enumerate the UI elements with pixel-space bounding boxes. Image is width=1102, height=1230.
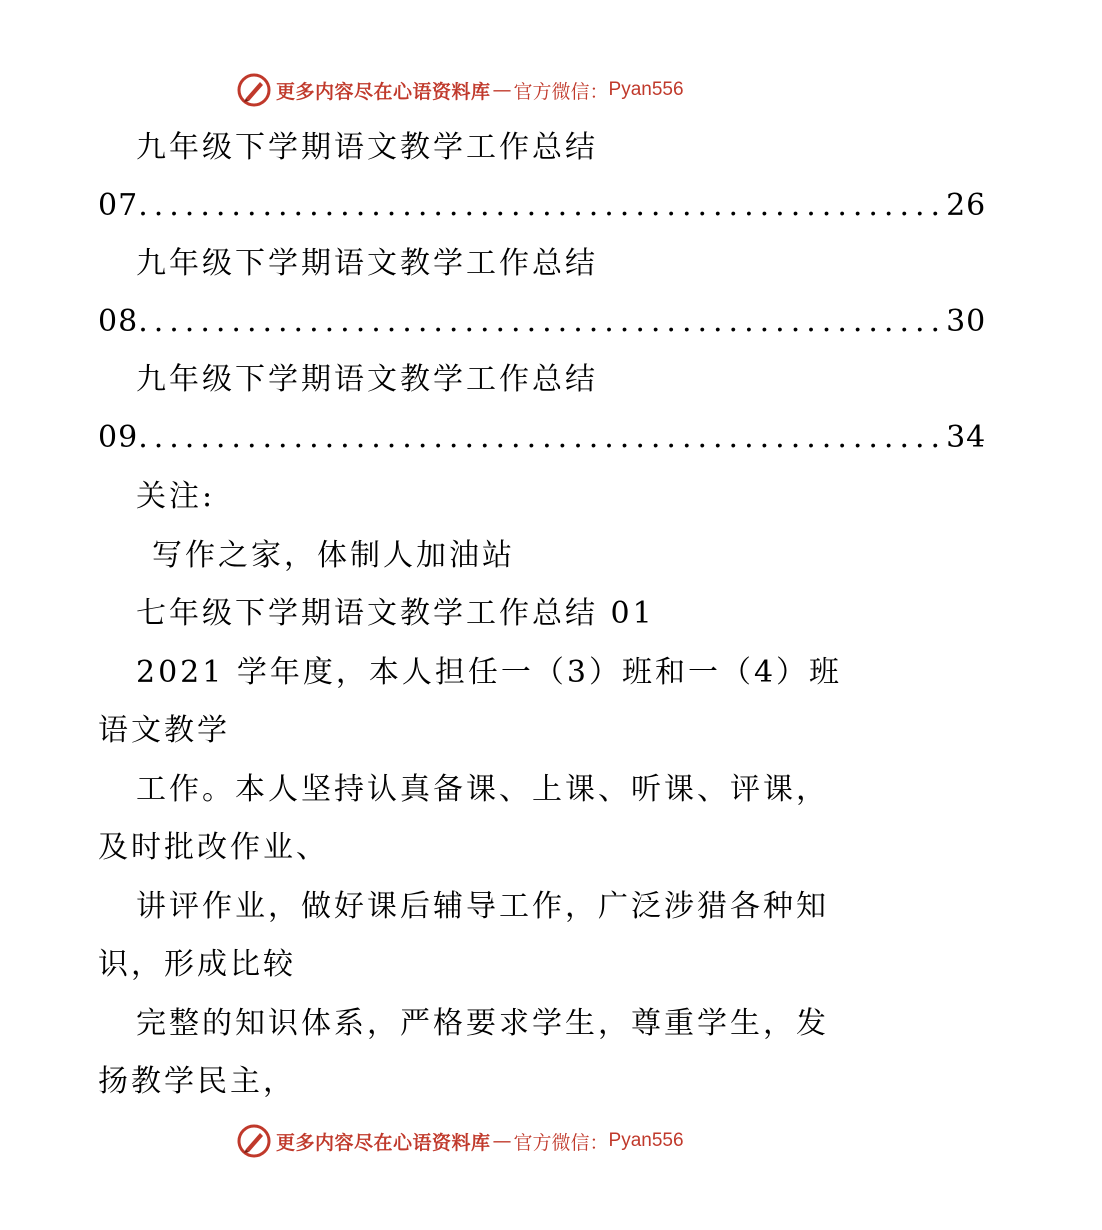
follow-text: 写作之家，体制人加油站	[152, 538, 515, 573]
watermark-separator: —	[492, 79, 512, 101]
paragraph-line: 讲评作业，做好课后辅导工作，广泛涉猎各种知	[136, 889, 829, 924]
header-watermark	[236, 70, 756, 110]
toc-entry-row	[98, 414, 987, 462]
pen-logo-icon	[236, 1123, 272, 1159]
toc-page-number: 26	[946, 188, 987, 223]
watermark-label: 官方微信：	[513, 1131, 609, 1154]
paragraph-line: 完整的知识体系，严格要求学生，尊重学生，发	[136, 1006, 829, 1041]
toc-dot-leader: ....................................................	[138, 420, 947, 455]
toc-entry-title: 九年级下学期语文教学工作总结	[136, 362, 598, 397]
watermark-separator: —	[492, 1130, 512, 1152]
follow-label: 关注:	[136, 479, 216, 514]
toc-entry-title: 九年级下学期语文教学工作总结	[136, 130, 598, 165]
toc-dot-leader: ....................................................	[138, 188, 947, 223]
paragraph-line: 工作。本人坚持认真备课、上课、听课、评课，	[136, 772, 829, 807]
toc-entry-number: 08	[98, 304, 139, 339]
toc-page-number: 30	[946, 304, 987, 339]
toc-entry-row	[98, 182, 987, 230]
watermark-wechat-id: Pyan556	[608, 1130, 684, 1151]
watermark-main-text: 更多内容尽在心语资料库	[276, 1131, 491, 1154]
paragraph-line: 识，形成比较	[98, 947, 296, 982]
paragraph-line: 扬教学民主，	[98, 1064, 296, 1099]
paragraph-line: 及时批改作业、	[98, 830, 329, 865]
toc-dot-leader: ....................................................	[138, 304, 947, 339]
toc-entry-number: 07	[98, 188, 139, 223]
paragraph-line: 语文教学	[98, 713, 230, 748]
toc-page-number: 34	[946, 420, 987, 455]
watermark-main-text: 更多内容尽在心语资料库	[276, 80, 491, 103]
toc-entry-number: 09	[98, 420, 139, 455]
watermark-wechat-id: Pyan556	[608, 79, 684, 100]
watermark-label: 官方微信：	[513, 80, 609, 103]
toc-entry-title: 九年级下学期语文教学工作总结	[136, 246, 598, 281]
paragraph-line: 2021 学年度，本人担任一（3）班和一（4）班	[136, 655, 843, 690]
article-heading: 七年级下学期语文教学工作总结 01	[136, 596, 655, 631]
toc-entry-row	[98, 298, 987, 346]
footer-watermark	[236, 1121, 756, 1161]
pen-logo-icon	[236, 72, 272, 108]
